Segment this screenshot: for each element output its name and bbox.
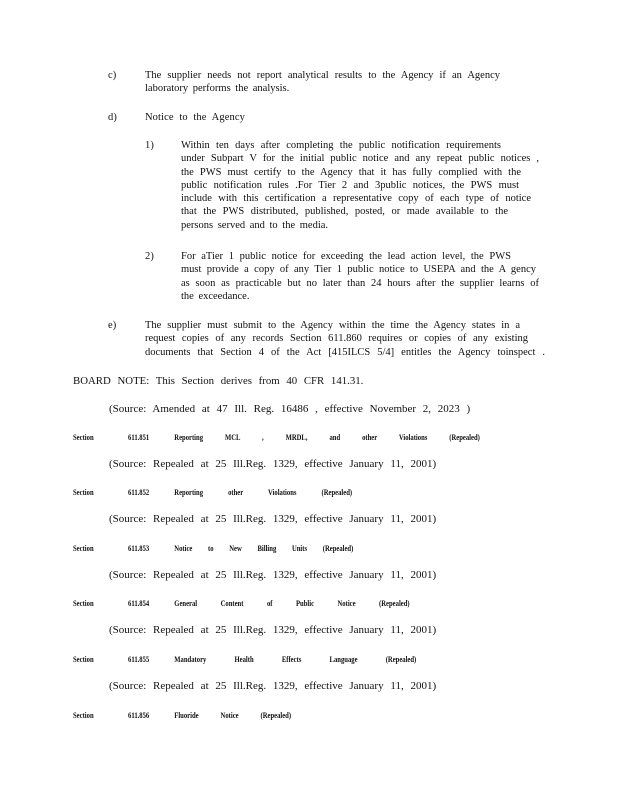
item-d2-label: 2) [145,251,154,262]
section-title: General Content of Public Notice (Repealed) [174,598,410,608]
item-d1-line: include with this certification a representative copy of each type of notice [181,193,531,205]
section-number: 611.851 [128,432,150,442]
item-e-text [145,319,545,359]
section-source: (Source: Repealed at 25 Ill.Reg. 1329, effective January 11, 2001) [109,680,437,692]
item-d1-line: persons served and to the media. [181,219,329,231]
item-d2-line: the exceedance. [181,290,250,302]
section-word: Section [73,543,94,553]
section-heading [73,598,410,608]
section-title: Reporting MCL , MRDL, and other Violations (Repealed) [174,432,480,442]
item-d1-text [181,139,539,232]
board-note: BOARD NOTE: This Section derives from 40 CFR 141.31. [73,375,364,387]
section-number: 611.852 [128,487,150,497]
section-word: Section [73,487,94,497]
item-d2-line: as soon as practicable but no later than 24 hours after the supplier learns of [181,277,539,289]
item-c-line: laboratory performs the analysis. [145,83,290,95]
section-heading [73,432,480,442]
amended-source: (Source: Amended at 47 Ill. Reg. 16486 , effective November 2, 2023 ) [109,403,471,415]
section-number: 611.856 [128,710,150,720]
section-source: (Source: Repealed at 25 Ill.Reg. 1329, effective January 11, 2001) [109,569,437,581]
section-title: Reporting other Violations (Repealed) [174,487,353,497]
item-c-label: c) [108,70,117,81]
item-d1-line: Within ten days after completing the public notification requirements [181,140,501,151]
item-d1-line: under Subpart V for the initial public notice and any repeat public notices , [181,153,539,165]
section-title: Notice to New Billing Units (Repealed) [174,543,354,553]
item-d-heading: Notice to the Agency [145,112,245,123]
section-heading [73,710,291,720]
item-d2-line: For aTier 1 public notice for exceeding the lead action level, the PWS [181,251,511,262]
item-e-line: The supplier must submit to the Agency within the time the Agency states in a [145,320,520,331]
item-e-line: request copies of any records Section 611.860 requires or copies of any existing [145,333,528,345]
section-number: 611.855 [128,654,150,664]
item-d1-label: 1) [145,140,154,151]
item-d2-text [181,250,539,303]
item-d1-line: public notification rules .For Tier 2 and 3public notices, the PWS must [181,179,519,191]
section-word: Section [73,654,94,664]
item-e-line: documents that Section 4 of the Act [415ILCS 5/4] entitles the Agency toinspect . [145,346,545,358]
item-e-label: e) [108,320,117,331]
item-d1-line: the PWS must certify to the Agency that it has fully complied with the [181,166,521,178]
item-d-label: d) [108,112,117,123]
section-word: Section [73,432,94,442]
section-heading [73,654,416,664]
item-c-line: The supplier needs not report analytical results to the Agency if an Agency [145,70,500,81]
item-d1-line: that the PWS distributed, published, posted, or made available to the [181,206,508,218]
section-number: 611.854 [128,598,150,608]
section-word: Section [73,598,94,608]
section-title: Mandatory Health Effects Language (Repealed) [174,654,417,664]
section-source: (Source: Repealed at 25 Ill.Reg. 1329, effective January 11, 2001) [109,513,437,525]
section-heading [73,487,352,497]
item-c-text [145,69,500,96]
section-word: Section [73,710,94,720]
item-d2-line: must provide a copy of any Tier 1 public notice to USEPA and the A gency [181,264,536,276]
section-number: 611.853 [128,543,150,553]
section-source: (Source: Repealed at 25 Ill.Reg. 1329, effective January 11, 2001) [109,458,437,470]
section-source: (Source: Repealed at 25 Ill.Reg. 1329, effective January 11, 2001) [109,624,437,636]
section-heading [73,543,353,553]
section-title: Fluoride Notice (Repealed) [174,710,292,720]
